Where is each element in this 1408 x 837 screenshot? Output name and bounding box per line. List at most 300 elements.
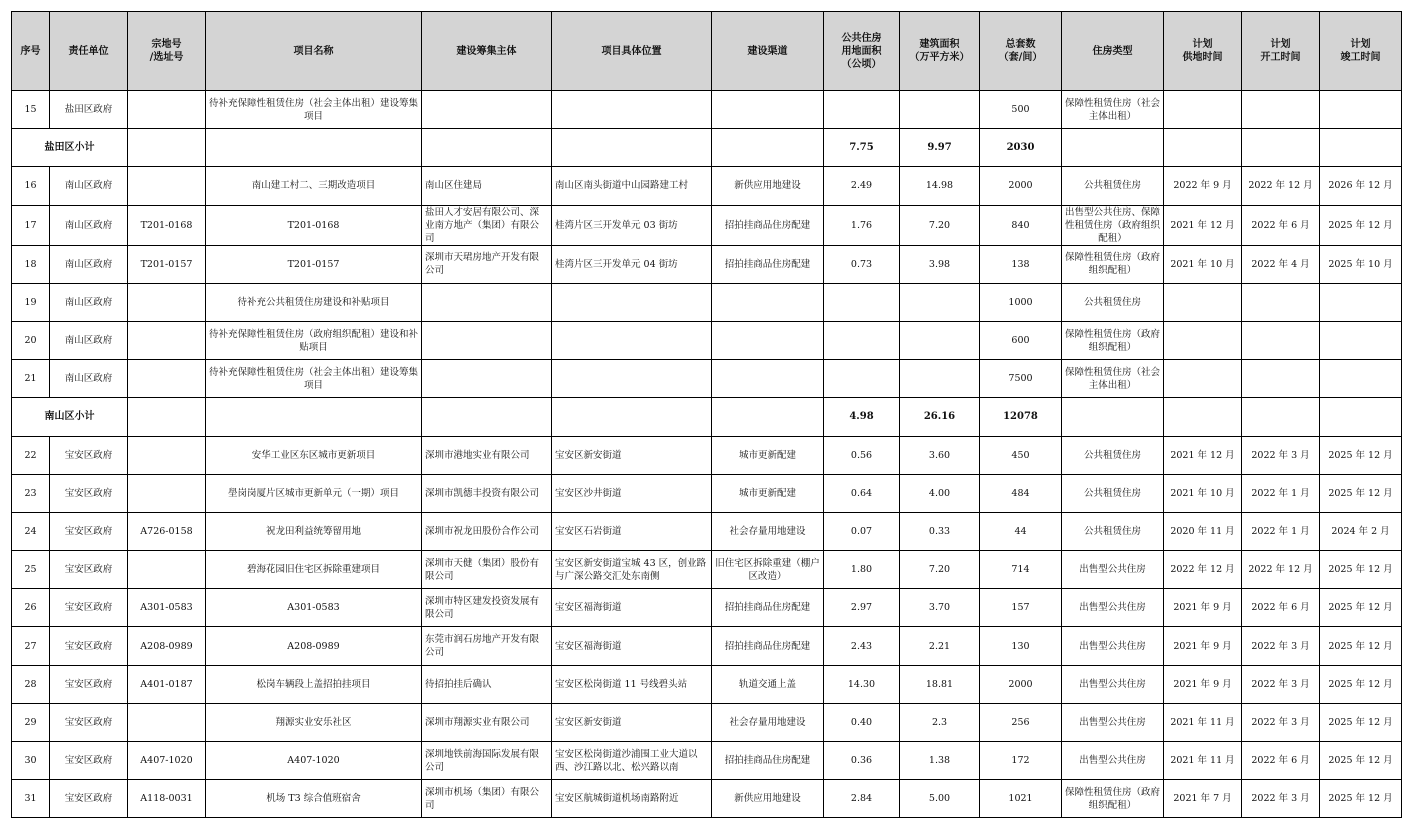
cell-col-index: 24 xyxy=(12,512,50,550)
cell-col-start-date: 2022 年 3 月 xyxy=(1242,703,1320,741)
cell-col-construction-entity: 深圳地铁前海国际发展有限公司 xyxy=(422,742,552,780)
cell-col-start-date: 2022 年 4 月 xyxy=(1242,245,1320,283)
cell-col-parcel-number: A401-0187 xyxy=(128,665,206,703)
cell-col-unit-count: 500 xyxy=(980,91,1062,129)
cell-col-construction-entity xyxy=(422,91,552,129)
cell-col-parcel-number: A208-0989 xyxy=(128,627,206,665)
cell-col-supply-date xyxy=(1164,321,1242,359)
cell-col-start-date: 2022 年 3 月 xyxy=(1242,436,1320,474)
table-row xyxy=(12,91,1402,129)
cell-col-housing-type: 公共租赁住房 xyxy=(1062,436,1164,474)
header-col-location: 项目具体位置 xyxy=(552,12,712,91)
cell-col-project-name: T201-0157 xyxy=(206,245,422,283)
cell-col-supply-date: 2022 年 9 月 xyxy=(1164,167,1242,205)
cell-col-floor-area: 2.3 xyxy=(900,703,980,741)
cell-col-housing-type: 出售型公共住房 xyxy=(1062,551,1164,589)
subtotal-col-start-date xyxy=(1242,398,1320,436)
header-col-land-area: 公共住房 用地面积 （公顷） xyxy=(824,12,900,91)
cell-col-completion-date: 2024 年 2 月 xyxy=(1320,512,1402,550)
cell-col-completion-date: 2025 年 12 月 xyxy=(1320,589,1402,627)
cell-col-project-name: A208-0989 xyxy=(206,627,422,665)
cell-col-index: 20 xyxy=(12,321,50,359)
cell-col-start-date xyxy=(1242,360,1320,398)
cell-col-construction-entity xyxy=(422,283,552,321)
cell-col-location: 宝安区新安街道 xyxy=(552,436,712,474)
cell-col-index: 23 xyxy=(12,474,50,512)
cell-col-unit-count: 714 xyxy=(980,551,1062,589)
cell-col-supply-date: 2021 年 12 月 xyxy=(1164,205,1242,245)
cell-col-housing-type: 出售型公共住房 xyxy=(1062,665,1164,703)
cell-col-land-area xyxy=(824,321,900,359)
header-col-construction-channel: 建设渠道 xyxy=(712,12,824,91)
cell-col-project-name: 祝龙田利益统筹留用地 xyxy=(206,512,422,550)
cell-col-housing-type: 公共租赁住房 xyxy=(1062,512,1164,550)
cell-col-completion-date: 2025 年 10 月 xyxy=(1320,245,1402,283)
cell-col-housing-type: 保障性租赁住房（政府组织配租） xyxy=(1062,780,1164,818)
cell-col-location: 宝安区新安街道 xyxy=(552,703,712,741)
cell-col-parcel-number xyxy=(128,474,206,512)
cell-col-land-area: 0.64 xyxy=(824,474,900,512)
cell-col-start-date: 2022 年 1 月 xyxy=(1242,512,1320,550)
header-col-responsible-unit: 责任单位 xyxy=(50,12,128,91)
subtotal-col-supply-date xyxy=(1164,129,1242,167)
cell-col-floor-area: 1.38 xyxy=(900,742,980,780)
cell-col-supply-date xyxy=(1164,283,1242,321)
subtotal-row xyxy=(12,398,1402,436)
cell-col-unit-count: 450 xyxy=(980,436,1062,474)
cell-col-location: 宝安区航城街道机场南路附近 xyxy=(552,780,712,818)
cell-col-construction-channel: 招拍挂商品住房配建 xyxy=(712,245,824,283)
cell-col-index: 27 xyxy=(12,627,50,665)
cell-col-start-date: 2022 年 1 月 xyxy=(1242,474,1320,512)
cell-col-responsible-unit: 宝安区政府 xyxy=(50,780,128,818)
cell-col-start-date: 2022 年 6 月 xyxy=(1242,742,1320,780)
cell-col-project-name: 碧海花园旧住宅区拆除重建项目 xyxy=(206,551,422,589)
cell-col-responsible-unit: 宝安区政府 xyxy=(50,551,128,589)
cell-col-start-date: 2022 年 12 月 xyxy=(1242,167,1320,205)
cell-col-project-name: 待补充保障性租赁住房（政府组织配租）建设和补贴项目 xyxy=(206,321,422,359)
table-row xyxy=(12,167,1402,205)
cell-col-construction-entity: 深圳市翔源实业有限公司 xyxy=(422,703,552,741)
cell-col-floor-area: 3.60 xyxy=(900,436,980,474)
cell-col-construction-entity: 深圳市机场（集团）有限公司 xyxy=(422,780,552,818)
table-row xyxy=(12,742,1402,780)
cell-col-responsible-unit: 南山区政府 xyxy=(50,245,128,283)
cell-col-housing-type: 出售型公共住房 xyxy=(1062,589,1164,627)
cell-col-floor-area: 18.81 xyxy=(900,665,980,703)
cell-col-construction-channel: 新供应用地建设 xyxy=(712,780,824,818)
subtotal-col-floor-area: 9.97 xyxy=(900,129,980,167)
subtotal-col-construction-channel xyxy=(712,398,824,436)
cell-col-start-date xyxy=(1242,283,1320,321)
cell-col-unit-count: 138 xyxy=(980,245,1062,283)
cell-col-location: 宝安区松岗街道 11 号线碧头站 xyxy=(552,665,712,703)
cell-col-completion-date: 2025 年 12 月 xyxy=(1320,665,1402,703)
table-row xyxy=(12,551,1402,589)
cell-col-completion-date: 2025 年 12 月 xyxy=(1320,703,1402,741)
cell-col-floor-area xyxy=(900,283,980,321)
cell-col-land-area: 2.49 xyxy=(824,167,900,205)
header-col-completion-date: 计划 竣工时间 xyxy=(1320,12,1402,91)
cell-col-index: 17 xyxy=(12,205,50,245)
subtotal-col-unit-count: 2030 xyxy=(980,129,1062,167)
cell-col-construction-channel: 城市更新配建 xyxy=(712,436,824,474)
cell-col-start-date: 2022 年 3 月 xyxy=(1242,780,1320,818)
subtotal-col-construction-entity xyxy=(422,398,552,436)
cell-col-land-area: 14.30 xyxy=(824,665,900,703)
cell-col-housing-type: 出售型公共住房 xyxy=(1062,742,1164,780)
table-row xyxy=(12,283,1402,321)
cell-col-construction-channel: 新供应用地建设 xyxy=(712,167,824,205)
cell-col-supply-date xyxy=(1164,360,1242,398)
subtotal-col-land-area: 4.98 xyxy=(824,398,900,436)
cell-col-location: 宝安区福海街道 xyxy=(552,589,712,627)
cell-col-supply-date: 2021 年 11 月 xyxy=(1164,703,1242,741)
cell-col-start-date xyxy=(1242,321,1320,359)
cell-col-construction-channel xyxy=(712,360,824,398)
cell-col-unit-count: 484 xyxy=(980,474,1062,512)
cell-col-unit-count: 130 xyxy=(980,627,1062,665)
cell-col-completion-date: 2026 年 12 月 xyxy=(1320,167,1402,205)
cell-col-construction-entity xyxy=(422,360,552,398)
cell-col-construction-channel: 社会存量用地建设 xyxy=(712,512,824,550)
cell-col-responsible-unit: 宝安区政府 xyxy=(50,665,128,703)
cell-col-housing-type: 出售型公共住房 xyxy=(1062,627,1164,665)
cell-col-project-name: A301-0583 xyxy=(206,589,422,627)
cell-col-supply-date: 2021 年 7 月 xyxy=(1164,780,1242,818)
cell-col-unit-count: 2000 xyxy=(980,665,1062,703)
cell-col-completion-date xyxy=(1320,283,1402,321)
subtotal-col-unit-count: 12078 xyxy=(980,398,1062,436)
table-row xyxy=(12,665,1402,703)
cell-col-floor-area: 7.20 xyxy=(900,551,980,589)
cell-col-supply-date: 2020 年 11 月 xyxy=(1164,512,1242,550)
cell-col-responsible-unit: 盐田区政府 xyxy=(50,91,128,129)
cell-col-parcel-number: A726-0158 xyxy=(128,512,206,550)
cell-col-start-date: 2022 年 6 月 xyxy=(1242,205,1320,245)
cell-col-unit-count: 157 xyxy=(980,589,1062,627)
cell-col-completion-date xyxy=(1320,321,1402,359)
table-header-row xyxy=(12,12,1402,91)
cell-col-location: 宝安区福海街道 xyxy=(552,627,712,665)
cell-col-completion-date: 2025 年 12 月 xyxy=(1320,205,1402,245)
subtotal-col-parcel-number xyxy=(128,398,206,436)
cell-col-floor-area: 2.21 xyxy=(900,627,980,665)
header-col-unit-count: 总套数 （套/间） xyxy=(980,12,1062,91)
cell-col-parcel-number xyxy=(128,703,206,741)
cell-col-project-name: 待补充公共租赁住房建设和补贴项目 xyxy=(206,283,422,321)
cell-col-housing-type: 保障性租赁住房（政府组织配租） xyxy=(1062,321,1164,359)
cell-col-index: 26 xyxy=(12,589,50,627)
cell-col-housing-type: 公共租赁住房 xyxy=(1062,474,1164,512)
cell-col-construction-entity: 南山区住建局 xyxy=(422,167,552,205)
cell-col-construction-channel: 社会存量用地建设 xyxy=(712,703,824,741)
subtotal-row xyxy=(12,129,1402,167)
cell-col-parcel-number xyxy=(128,283,206,321)
cell-col-housing-type: 出售型公共住房、保障性租赁住房（政府组织配租） xyxy=(1062,205,1164,245)
cell-col-housing-type: 公共租赁住房 xyxy=(1062,167,1164,205)
cell-col-unit-count: 1021 xyxy=(980,780,1062,818)
cell-col-project-name: 待补充保障性租赁住房（社会主体出租）建设筹集项目 xyxy=(206,360,422,398)
table-row xyxy=(12,360,1402,398)
cell-col-responsible-unit: 南山区政府 xyxy=(50,167,128,205)
cell-col-location: 宝安区石岩街道 xyxy=(552,512,712,550)
cell-col-construction-entity: 深圳市特区建发投资发展有限公司 xyxy=(422,589,552,627)
cell-col-location: 宝安区新安街道宝城 43 区，创业路与广深公路交汇处东南侧 xyxy=(552,551,712,589)
cell-col-unit-count: 840 xyxy=(980,205,1062,245)
header-col-construction-entity: 建设筹集主体 xyxy=(422,12,552,91)
cell-col-housing-type: 出售型公共住房 xyxy=(1062,703,1164,741)
cell-col-parcel-number xyxy=(128,167,206,205)
cell-col-land-area: 2.84 xyxy=(824,780,900,818)
cell-col-construction-entity: 深圳市天珺房地产开发有限公司 xyxy=(422,245,552,283)
cell-col-parcel-number: A407-1020 xyxy=(128,742,206,780)
cell-col-floor-area: 3.70 xyxy=(900,589,980,627)
subtotal-col-location xyxy=(552,129,712,167)
cell-col-index: 28 xyxy=(12,665,50,703)
table-row xyxy=(12,436,1402,474)
cell-col-parcel-number: T201-0168 xyxy=(128,205,206,245)
cell-col-construction-entity xyxy=(422,321,552,359)
cell-col-parcel-number xyxy=(128,436,206,474)
cell-col-unit-count: 172 xyxy=(980,742,1062,780)
cell-col-housing-type: 保障性租赁住房（政府组织配租） xyxy=(1062,245,1164,283)
cell-col-unit-count: 1000 xyxy=(980,283,1062,321)
cell-col-parcel-number xyxy=(128,321,206,359)
subtotal-label: 南山区小计 xyxy=(12,398,128,436)
table-row xyxy=(12,780,1402,818)
cell-col-land-area: 0.36 xyxy=(824,742,900,780)
cell-col-supply-date xyxy=(1164,91,1242,129)
cell-col-start-date: 2022 年 3 月 xyxy=(1242,627,1320,665)
cell-col-supply-date: 2021 年 9 月 xyxy=(1164,589,1242,627)
cell-col-construction-entity: 深圳市港地实业有限公司 xyxy=(422,436,552,474)
subtotal-col-start-date xyxy=(1242,129,1320,167)
cell-col-parcel-number: A301-0583 xyxy=(128,589,206,627)
cell-col-land-area xyxy=(824,360,900,398)
cell-col-parcel-number xyxy=(128,91,206,129)
table-row xyxy=(12,512,1402,550)
header-col-housing-type: 住房类型 xyxy=(1062,12,1164,91)
cell-col-unit-count: 7500 xyxy=(980,360,1062,398)
cell-col-project-name: 南山建工村二、三期改造项目 xyxy=(206,167,422,205)
cell-col-index: 31 xyxy=(12,780,50,818)
cell-col-start-date: 2022 年 3 月 xyxy=(1242,665,1320,703)
cell-col-index: 15 xyxy=(12,91,50,129)
cell-col-index: 16 xyxy=(12,167,50,205)
cell-col-floor-area xyxy=(900,91,980,129)
cell-col-land-area: 0.56 xyxy=(824,436,900,474)
subtotal-col-completion-date xyxy=(1320,398,1402,436)
cell-col-index: 19 xyxy=(12,283,50,321)
table-row xyxy=(12,589,1402,627)
cell-col-construction-entity: 深圳市祝龙田股份合作公司 xyxy=(422,512,552,550)
cell-col-index: 29 xyxy=(12,703,50,741)
cell-col-floor-area: 7.20 xyxy=(900,205,980,245)
cell-col-land-area: 0.40 xyxy=(824,703,900,741)
cell-col-land-area xyxy=(824,91,900,129)
cell-col-supply-date: 2021 年 12 月 xyxy=(1164,436,1242,474)
table-row xyxy=(12,703,1402,741)
table-body xyxy=(12,91,1402,818)
cell-col-location: 桂湾片区三开发单元 03 街坊 xyxy=(552,205,712,245)
table-row xyxy=(12,245,1402,283)
cell-col-project-name: 机场 T3 综合值班宿舍 xyxy=(206,780,422,818)
cell-col-completion-date xyxy=(1320,360,1402,398)
cell-col-responsible-unit: 宝安区政府 xyxy=(50,474,128,512)
cell-col-project-name: A407-1020 xyxy=(206,742,422,780)
cell-col-unit-count: 44 xyxy=(980,512,1062,550)
cell-col-location: 宝安区松岗街道沙浦围工业大道以西、沙江路以北、松兴路以南 xyxy=(552,742,712,780)
cell-col-responsible-unit: 宝安区政府 xyxy=(50,627,128,665)
subtotal-col-project-name xyxy=(206,129,422,167)
cell-col-completion-date: 2025 年 12 月 xyxy=(1320,627,1402,665)
cell-col-unit-count: 256 xyxy=(980,703,1062,741)
cell-col-land-area: 1.76 xyxy=(824,205,900,245)
table-row xyxy=(12,627,1402,665)
cell-col-construction-channel: 招拍挂商品住房配建 xyxy=(712,205,824,245)
cell-col-supply-date: 2021 年 10 月 xyxy=(1164,474,1242,512)
cell-col-floor-area: 14.98 xyxy=(900,167,980,205)
cell-col-parcel-number: T201-0157 xyxy=(128,245,206,283)
cell-col-location xyxy=(552,91,712,129)
cell-col-construction-channel: 招拍挂商品住房配建 xyxy=(712,742,824,780)
cell-col-project-name: 松岗车辆段上盖招拍挂项目 xyxy=(206,665,422,703)
cell-col-floor-area: 3.98 xyxy=(900,245,980,283)
cell-col-completion-date: 2025 年 12 月 xyxy=(1320,551,1402,589)
cell-col-construction-channel xyxy=(712,283,824,321)
cell-col-location: 南山区南头街道中山园路建工村 xyxy=(552,167,712,205)
subtotal-col-land-area: 7.75 xyxy=(824,129,900,167)
cell-col-responsible-unit: 南山区政府 xyxy=(50,205,128,245)
cell-col-construction-entity: 待招拍挂后确认 xyxy=(422,665,552,703)
cell-col-project-name: T201-0168 xyxy=(206,205,422,245)
housing-project-table xyxy=(11,11,1402,818)
cell-col-responsible-unit: 宝安区政府 xyxy=(50,589,128,627)
cell-col-completion-date: 2025 年 12 月 xyxy=(1320,436,1402,474)
header-col-supply-date: 计划 供地时间 xyxy=(1164,12,1242,91)
cell-col-project-name: 翔源实业安乐社区 xyxy=(206,703,422,741)
subtotal-col-construction-entity xyxy=(422,129,552,167)
cell-col-construction-channel: 城市更新配建 xyxy=(712,474,824,512)
cell-col-land-area: 0.73 xyxy=(824,245,900,283)
subtotal-col-housing-type xyxy=(1062,129,1164,167)
cell-col-index: 21 xyxy=(12,360,50,398)
subtotal-col-housing-type xyxy=(1062,398,1164,436)
cell-col-completion-date: 2025 年 12 月 xyxy=(1320,780,1402,818)
cell-col-construction-entity: 盐田人才安居有限公司、深业南方地产（集团）有限公司 xyxy=(422,205,552,245)
cell-col-supply-date: 2021 年 9 月 xyxy=(1164,665,1242,703)
cell-col-index: 18 xyxy=(12,245,50,283)
cell-col-supply-date: 2022 年 12 月 xyxy=(1164,551,1242,589)
cell-col-responsible-unit: 宝安区政府 xyxy=(50,742,128,780)
cell-col-index: 22 xyxy=(12,436,50,474)
header-col-index: 序号 xyxy=(12,12,50,91)
cell-col-supply-date: 2021 年 10 月 xyxy=(1164,245,1242,283)
cell-col-floor-area: 4.00 xyxy=(900,474,980,512)
cell-col-construction-channel xyxy=(712,321,824,359)
cell-col-land-area: 0.07 xyxy=(824,512,900,550)
cell-col-completion-date xyxy=(1320,91,1402,129)
cell-col-project-name: 安华工业区东区城市更新项目 xyxy=(206,436,422,474)
cell-col-housing-type: 公共租赁住房 xyxy=(1062,283,1164,321)
cell-col-floor-area: 0.33 xyxy=(900,512,980,550)
cell-col-construction-channel xyxy=(712,91,824,129)
cell-col-project-name: 待补充保障性租赁住房（社会主体出租）建设筹集项目 xyxy=(206,91,422,129)
cell-col-parcel-number: A118-0031 xyxy=(128,780,206,818)
cell-col-parcel-number xyxy=(128,360,206,398)
cell-col-unit-count: 2000 xyxy=(980,167,1062,205)
table-row xyxy=(12,474,1402,512)
subtotal-label: 盐田区小计 xyxy=(12,129,128,167)
cell-col-construction-channel: 招拍挂商品住房配建 xyxy=(712,627,824,665)
cell-col-responsible-unit: 宝安区政府 xyxy=(50,436,128,474)
table-row xyxy=(12,321,1402,359)
subtotal-col-project-name xyxy=(206,398,422,436)
cell-col-land-area xyxy=(824,283,900,321)
cell-col-responsible-unit: 宝安区政府 xyxy=(50,703,128,741)
cell-col-index: 25 xyxy=(12,551,50,589)
cell-col-unit-count: 600 xyxy=(980,321,1062,359)
cell-col-project-name: 壆岗岗厦片区城市更新单元（一期）项目 xyxy=(206,474,422,512)
cell-col-floor-area xyxy=(900,360,980,398)
cell-col-land-area: 1.80 xyxy=(824,551,900,589)
cell-col-construction-channel: 轨道交通上盖 xyxy=(712,665,824,703)
subtotal-col-location xyxy=(552,398,712,436)
subtotal-col-parcel-number xyxy=(128,129,206,167)
cell-col-construction-entity: 深圳市凯德丰投资有限公司 xyxy=(422,474,552,512)
cell-col-location: 桂湾片区三开发单元 04 街坊 xyxy=(552,245,712,283)
cell-col-land-area: 2.97 xyxy=(824,589,900,627)
cell-col-housing-type: 保障性租赁住房（社会主体出租） xyxy=(1062,91,1164,129)
cell-col-responsible-unit: 南山区政府 xyxy=(50,360,128,398)
cell-col-start-date xyxy=(1242,91,1320,129)
cell-col-index: 30 xyxy=(12,742,50,780)
header-col-parcel-number: 宗地号 /选址号 xyxy=(128,12,206,91)
cell-col-housing-type: 保障性租赁住房（社会主体出租） xyxy=(1062,360,1164,398)
subtotal-col-floor-area: 26.16 xyxy=(900,398,980,436)
cell-col-completion-date: 2025 年 12 月 xyxy=(1320,742,1402,780)
header-col-project-name: 项目名称 xyxy=(206,12,422,91)
cell-col-location xyxy=(552,283,712,321)
cell-col-location: 宝安区沙井街道 xyxy=(552,474,712,512)
cell-col-start-date: 2022 年 6 月 xyxy=(1242,589,1320,627)
subtotal-col-completion-date xyxy=(1320,129,1402,167)
header-col-start-date: 计划 开工时间 xyxy=(1242,12,1320,91)
cell-col-supply-date: 2021 年 11 月 xyxy=(1164,742,1242,780)
cell-col-land-area: 2.43 xyxy=(824,627,900,665)
subtotal-col-construction-channel xyxy=(712,129,824,167)
cell-col-responsible-unit: 南山区政府 xyxy=(50,321,128,359)
cell-col-completion-date: 2025 年 12 月 xyxy=(1320,474,1402,512)
table-row xyxy=(12,205,1402,245)
cell-col-construction-channel: 招拍挂商品住房配建 xyxy=(712,589,824,627)
cell-col-location xyxy=(552,360,712,398)
cell-col-construction-channel: 旧住宅区拆除重建（棚户区改造） xyxy=(712,551,824,589)
header-col-floor-area: 建筑面积 （万平方米） xyxy=(900,12,980,91)
cell-col-floor-area: 5.00 xyxy=(900,780,980,818)
cell-col-construction-entity: 东莞市润石房地产开发有限公司 xyxy=(422,627,552,665)
cell-col-responsible-unit: 宝安区政府 xyxy=(50,512,128,550)
cell-col-responsible-unit: 南山区政府 xyxy=(50,283,128,321)
cell-col-supply-date: 2021 年 9 月 xyxy=(1164,627,1242,665)
subtotal-col-supply-date xyxy=(1164,398,1242,436)
cell-col-location xyxy=(552,321,712,359)
cell-col-parcel-number xyxy=(128,551,206,589)
cell-col-floor-area xyxy=(900,321,980,359)
cell-col-start-date: 2022 年 12 月 xyxy=(1242,551,1320,589)
cell-col-construction-entity: 深圳市天健（集团）股份有限公司 xyxy=(422,551,552,589)
